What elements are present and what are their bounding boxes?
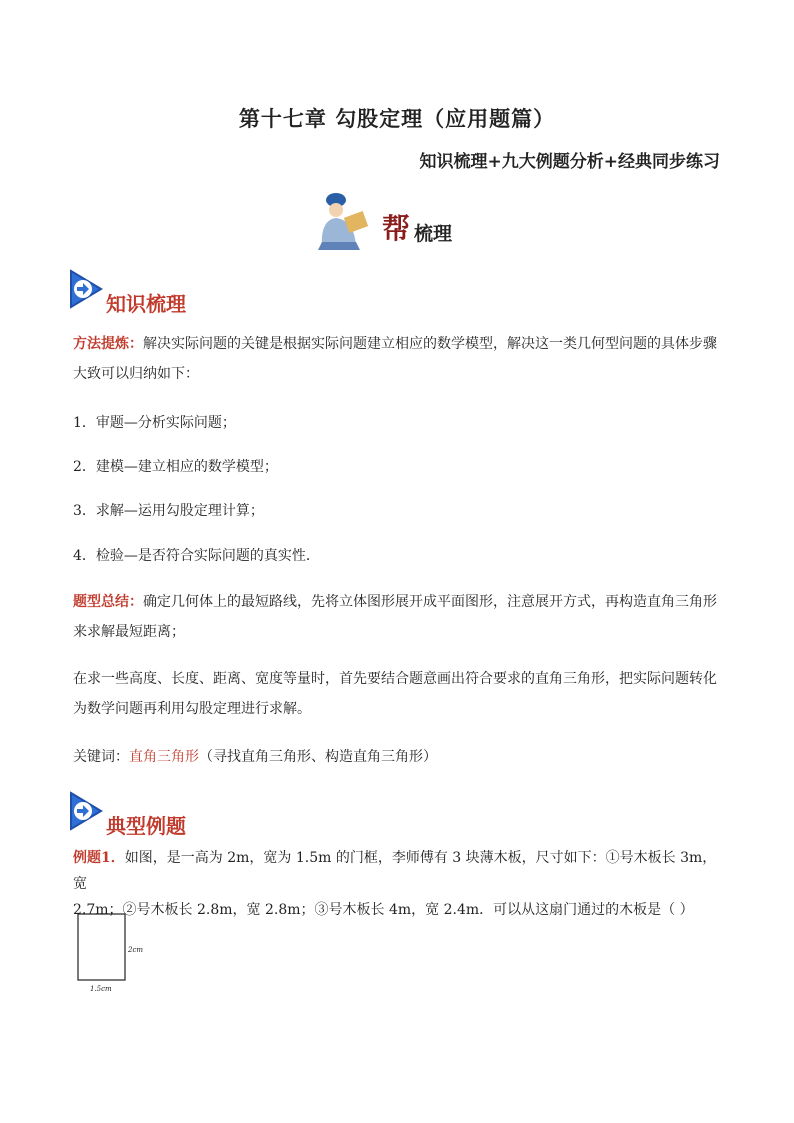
explanation-line-1: 在求一些高度、长度、距离、宽度等量时，首先要结合题意画出符合要求的直角三角形，把实际问题转化 (73, 671, 717, 687)
step-1: 1．审题—分析实际问题； (73, 415, 236, 431)
section-heading-knowledge (68, 268, 368, 318)
explanation-line-2: 为数学问题再利用勾股定理进行求解。 (73, 701, 311, 717)
example-line-2: 2.7m；②号木板长 2.8m，宽 2.8m；③号木板长 4m，宽 2.4m．可以从这扇门通过的木板是（ ） (73, 902, 694, 918)
keyword-rest: （寻找直角三角形、构造直角三角形） (199, 749, 437, 765)
width-label: 1.5cm (90, 985, 112, 993)
explanation-paragraph (73, 664, 723, 724)
example-line-1: 如图，是一高为 2m，宽为 1.5m 的门框，李师傅有 3 块薄木板，尺寸如下：①号木板长 3m，宽 (73, 850, 717, 892)
summary-text: 确定几何体上的最短路线，先将立体图形展开成平面图形，注意展开方式，再构造直角三角形 (143, 594, 717, 610)
scholar-logo (316, 190, 476, 252)
method-paragraph (73, 329, 723, 389)
door-frame-figure (72, 906, 162, 996)
method-label: 方法提炼： (73, 336, 143, 352)
keyword-line (73, 742, 723, 772)
logo-char-bang: 帮 (382, 212, 411, 245)
page-subtitle: 知识梳理+九大例题分析+经典同步练习 (419, 152, 720, 172)
page-title: 第十七章 勾股定理（应用题篇） (238, 106, 556, 131)
section-title: 典型例题 (106, 814, 186, 838)
example-1 (73, 845, 723, 923)
section-title: 知识梳理 (106, 292, 186, 316)
keyword-label: 关键词： (73, 749, 129, 765)
logo-chars-shuli: 梳理 (414, 223, 453, 245)
example-label: 例题1． (73, 850, 125, 866)
arrow-badge-icon (68, 268, 104, 310)
step-3: 3．求解—运用勾股定理计算； (73, 503, 264, 519)
step-2: 2．建模—建立相应的数学模型； (73, 459, 278, 475)
summary-label: 题型总结： (73, 594, 143, 610)
door-frame-rect (78, 914, 125, 980)
summary-text-cont: 来求解最短距离； (73, 624, 185, 640)
summary-paragraph (73, 587, 723, 647)
height-label: 2cm (128, 946, 144, 954)
method-text: 解决实际问题的关键是根据实际问题建立相应的数学模型，解决这一类几何型问题的具体步骤 (143, 336, 717, 352)
step-4: 4．检验—是否符合实际问题的真实性． (73, 548, 320, 564)
section-heading-examples (68, 790, 368, 840)
keyword-highlight: 直角三角形 (129, 749, 199, 765)
method-text-cont: 大致可以归纳如下： (73, 366, 199, 382)
arrow-badge-icon (68, 790, 104, 832)
